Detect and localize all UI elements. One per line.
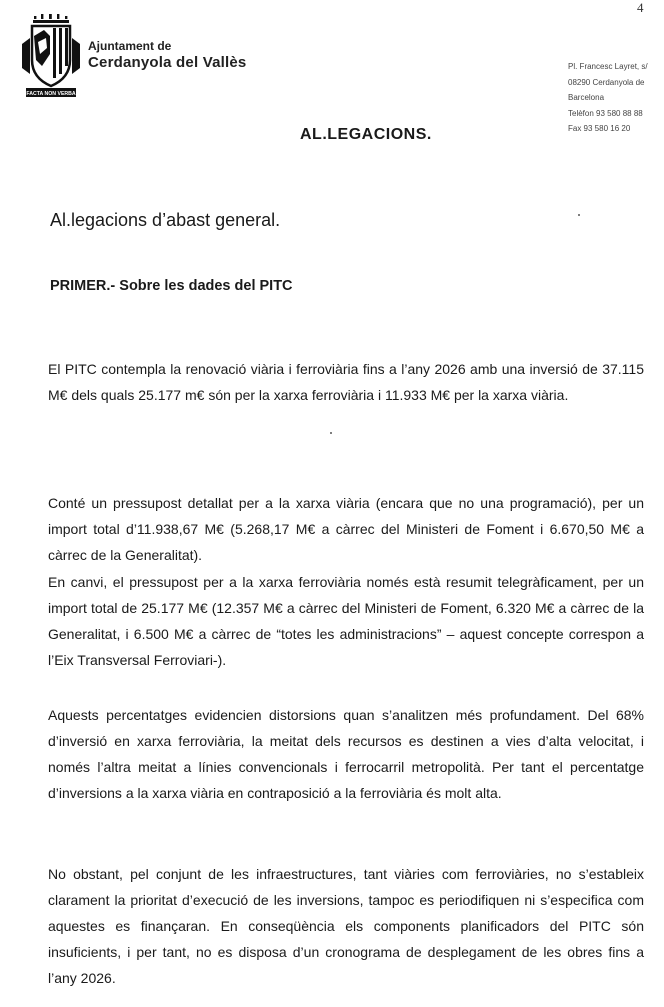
organization-name [88,40,246,71]
address-block [568,59,648,137]
address-line: Fax 93 580 16 20 [568,124,631,133]
paragraph-1: El PITC contempla la renovació viària i ferroviària fins a l’any 2026 amb una inversió de 37.115 M€ dels quals 25.177 m€ són per la xarxa ferroviària i 11.933 M€ per la xarxa viària. [48,361,644,403]
coat-of-arms-icon [22,14,80,98]
paragraph-5: No obstant, pel conjunt de les infraestructures, tant viàries com ferroviàries, no s’estableix clarament la prioritat d’execució de les inversions, tampoc es periodifiquen ni s’especifica com aquestes es finançaran. En conseqüència els components planificadors del PITC són insuficients, i per tant, no es disposa d’un cronograma de desplegament de les obres fins a l’any 2026. [48,866,644,986]
org-line-1: Ajuntament de [88,39,172,53]
document-title: AL.LEGACIONS. [300,126,432,143]
scan-speck [578,214,580,216]
page-number: 4 [637,0,644,15]
paragraph-3: En canvi, el pressupost per a la xarxa ferroviària només està resumit telegràficament, per un import total de 25.177 M€ (12.357 M€ a càrrec del Ministeri de Foment, 6.320 M€ a càrrec de la Generalitat, i 6.500 M€ a càrrec de “totes les administracions” – aquest concepte correspon a l’Eix Transversal Ferroviari-). [48,574,644,668]
paragraph-2: Conté un pressupost detallat per a la xarxa viària (encara que no una programació), per un import total d’11.938,67 M€ (5.268,17 M€ a càrrec del Ministeri de Foment i 6.670,50 M€ a càrrec de la Generalitat). [48,495,644,563]
section-title: Al.legacions d’abast general. [50,210,281,230]
address-line: Pl. Francesc Layret, s/ [568,62,648,71]
paragraph-4: Aquests percentatges evidencien distorsions quan s’analitzen més profundament. Del 68% d’inversió en xarxa ferroviària, la meitat dels recursos es destinen a vies d’alta velocitat, i només l’altra meitat a línies convencionals i ferrocarril metropolità. Per tant el percentatge d’inversions a la xarxa viària en contraposició a la ferroviària és molt alta. [48,707,644,801]
org-line-2: Cerdanyola del Vallès [88,53,247,71]
address-line: 08290 Cerdanyola de [568,77,645,87]
subsection-title: PRIMER.- Sobre les dades del PITC [50,278,293,294]
address-line: Telèfon 93 580 88 88 [568,108,643,118]
scan-speck [330,432,332,434]
address-line: Barcelona [568,93,605,102]
motto-text: FACTA NON VERBA [26,91,76,97]
